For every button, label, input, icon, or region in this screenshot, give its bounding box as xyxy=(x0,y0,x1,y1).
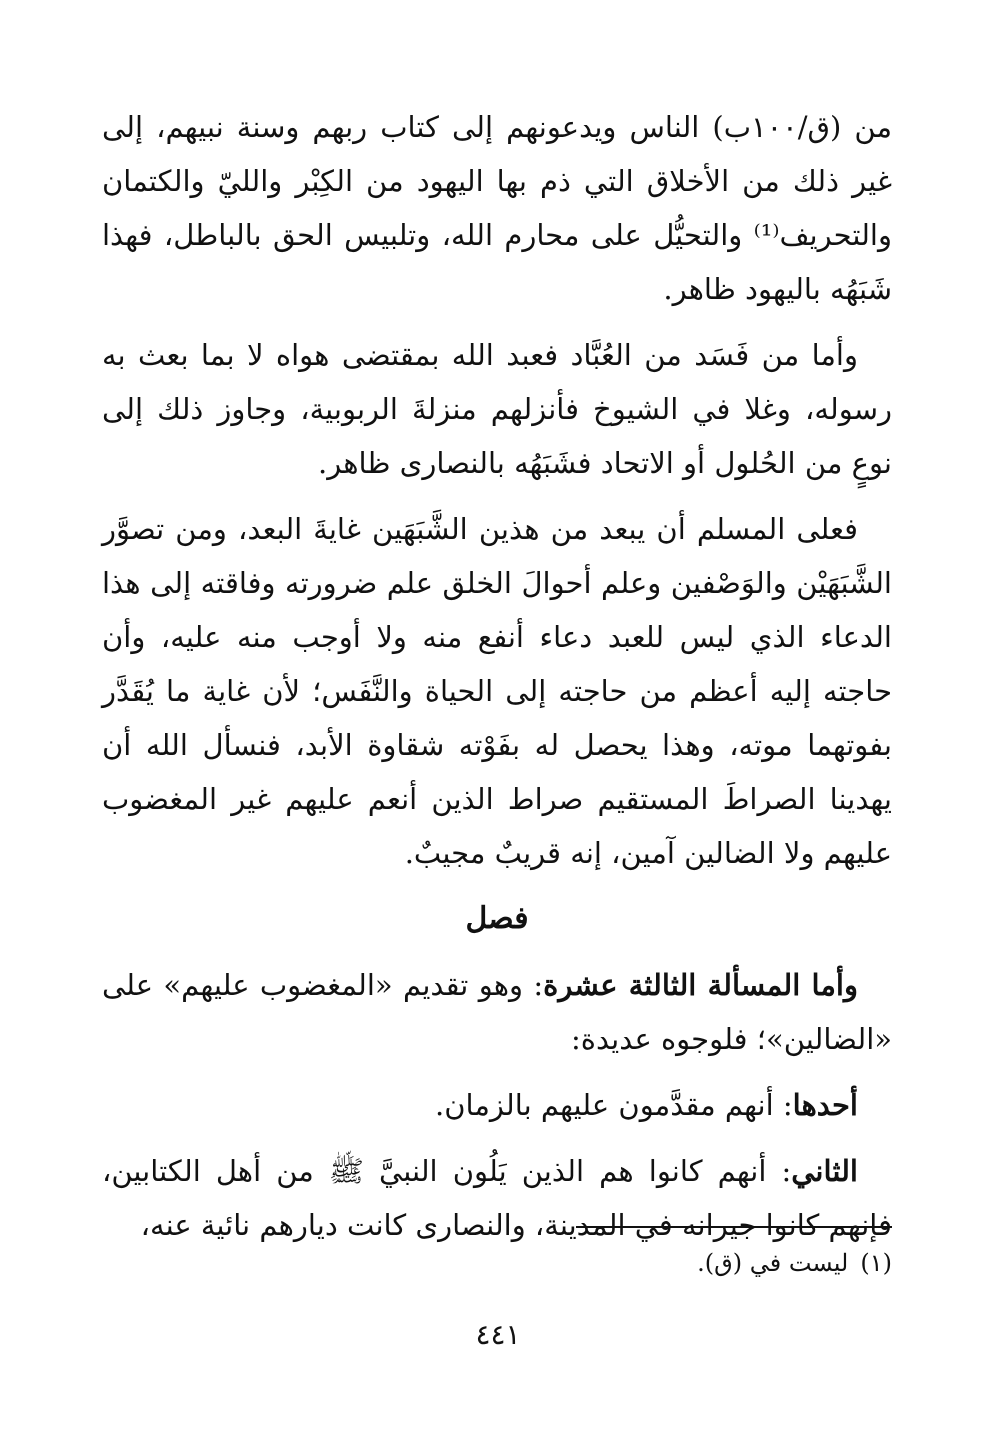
paragraph-3 xyxy=(102,502,892,880)
paragraph-1 xyxy=(102,100,892,316)
paragraph-2 xyxy=(102,328,892,490)
section-paragraph-2-lead: أحدها xyxy=(792,1088,858,1122)
section-paragraph-3 xyxy=(102,1144,892,1252)
section-paragraph-3-lead: الثاني xyxy=(791,1154,858,1188)
section-paragraph-1 xyxy=(102,958,892,1066)
paragraph-1-text: من (ق/١٠٠ب) الناس ويدعونهم إلى كتاب ربهم وسنة نبيهم، إلى غير ذلك من الأخلاق التي ذم بها اليهود من الكِبْر والليّ والكتمان والتحريف⁽¹⁾ والتحيُّل على محارم الله، وتلبيس الحق بالباطل، فهذا شَبَهُه باليهود ظاهر. xyxy=(102,110,892,306)
paragraph-2-text: وأما من فَسَد من العُبَّاد فعبد الله بمقتضى هواه لا بما بعث به رسوله، وغلا في الشيوخ فأنزلهم منزلةَ الربوبية، وجاوز ذلك إلى نوعٍ من الحُلول أو الاتحاد فشَبَهُه بالنصارى ظاهر. xyxy=(102,338,892,480)
page-number: ٤٤١ xyxy=(475,1318,521,1351)
section-paragraph-2 xyxy=(102,1078,892,1132)
section-paragraph-1-lead: وأما المسألة الثالثة عشرة xyxy=(543,968,858,1002)
footnote-divider xyxy=(576,1226,892,1228)
page-body xyxy=(102,100,892,1264)
section-heading: فصل xyxy=(465,901,529,936)
section-paragraph-2-text: : أنهم مقدَّمون عليهم بالزمان. xyxy=(435,1088,793,1122)
paragraph-3-text: فعلى المسلم أن يبعد من هذين الشَّبَهَين غايةَ البعد، ومن تصوَّر الشَّبَهَيْن والوَصْفين وعلم أحوالَ الخلق علم ضرورته وفاقته إلى هذا الدعاء الذي ليس للعبد دعاء أنفع منه ولا أوجب منه عليه، وأن حاجته إليه أعظم من حاجته إلى الحياة والنَّفَس؛ لأن غاية ما يُقَدَّر بفوتهما موته، وهذا يحصل له بفَوْته شقاوة الأبد، فنسأل الله أن يهدينا الصراطَ المستقيم صراط الذين أنعم عليهم غير المغضوب عليهم ولا الضالين آمين، إنه قريبٌ مجيبٌ. xyxy=(102,512,892,870)
footnote-text: ليست في (ق). xyxy=(697,1249,849,1277)
section-paragraph-3-text: : أنهم كانوا هم الذين يَلُون النبيَّ ﷺ من أهل الكتابين، فإنهم كانوا جيرانه في المدينة، والنصارى كانت ديارهم نائية عنه، xyxy=(102,1154,892,1242)
footnote-number: (١) xyxy=(860,1249,892,1277)
footnote xyxy=(102,1246,892,1280)
section-paragraph-1-text: : وهو تقديم «المغضوب عليهم» على «الضالين»؛ فلوجوه عديدة: xyxy=(102,968,892,1056)
